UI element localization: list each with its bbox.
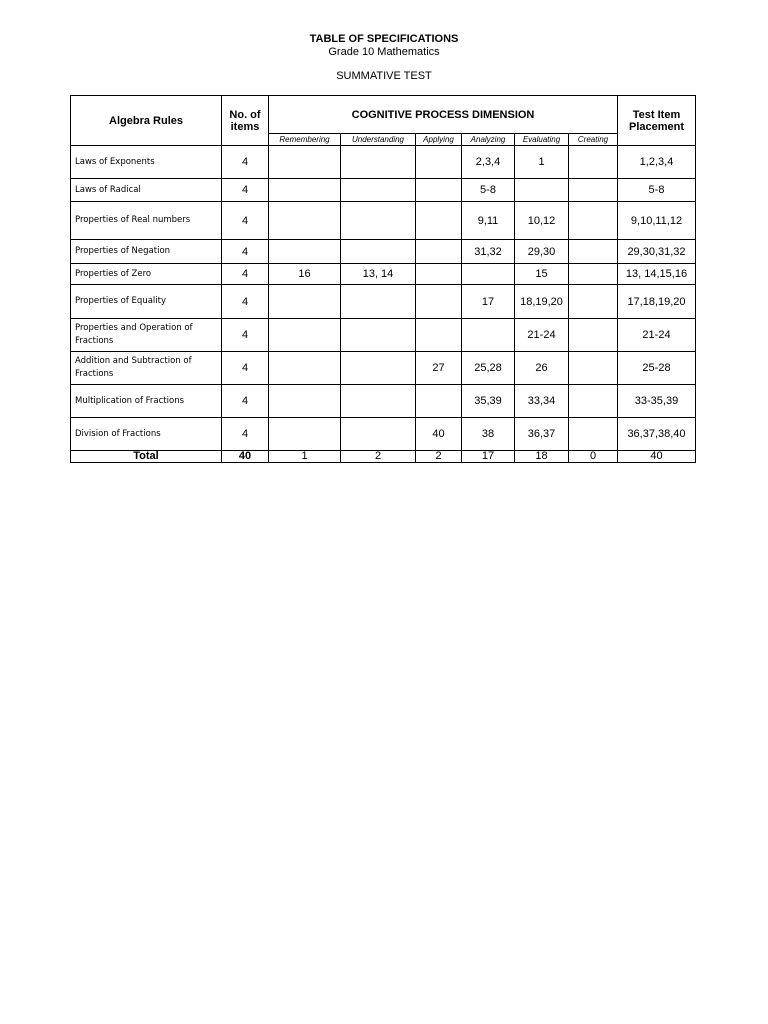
placement-cell: 36,37,38,40	[618, 418, 696, 451]
specifications-table	[70, 95, 696, 463]
table-row	[71, 179, 696, 202]
header-evaluating: Evaluating	[515, 134, 569, 146]
applying-cell	[416, 179, 462, 202]
table-row	[71, 418, 696, 451]
test-type: SUMMATIVE TEST	[336, 70, 432, 82]
items-cell: 4	[222, 179, 269, 202]
understanding-cell	[341, 385, 416, 418]
creating-cell	[569, 202, 618, 240]
evaluating-cell: 10,12	[515, 202, 569, 240]
understanding-cell	[341, 146, 416, 179]
creating-cell	[569, 264, 618, 285]
rule-cell: Division of Fractions	[71, 418, 222, 451]
remembering-cell	[269, 240, 341, 264]
items-cell: 4	[222, 240, 269, 264]
total-items: 40	[222, 451, 269, 463]
rule-cell: Properties of Equality	[71, 285, 222, 319]
evaluating-cell: 15	[515, 264, 569, 285]
placement-cell: 1,2,3,4	[618, 146, 696, 179]
evaluating-cell: 29,30	[515, 240, 569, 264]
total-creating: 0	[569, 451, 618, 463]
total-remembering: 1	[269, 451, 341, 463]
total-placement: 40	[618, 451, 696, 463]
applying-cell	[416, 240, 462, 264]
remembering-cell	[269, 179, 341, 202]
creating-cell	[569, 352, 618, 385]
table-row	[71, 319, 696, 352]
applying-cell: 27	[416, 352, 462, 385]
understanding-cell	[341, 418, 416, 451]
analyzing-cell: 25,28	[462, 352, 515, 385]
creating-cell	[569, 418, 618, 451]
evaluating-cell: 21-24	[515, 319, 569, 352]
understanding-cell	[341, 352, 416, 385]
evaluating-cell	[515, 179, 569, 202]
table-row	[71, 146, 696, 179]
applying-cell	[416, 264, 462, 285]
table-row	[71, 285, 696, 319]
applying-cell	[416, 202, 462, 240]
header-no-of-items: No. of items	[222, 96, 269, 146]
creating-cell	[569, 285, 618, 319]
analyzing-cell: 5-8	[462, 179, 515, 202]
evaluating-cell: 18,19,20	[515, 285, 569, 319]
document-title: TABLE OF SPECIFICATIONS	[309, 33, 459, 45]
remembering-cell: 16	[269, 264, 341, 285]
rule-cell: Laws of Exponents	[71, 146, 222, 179]
rule-cell: Properties of Negation	[71, 240, 222, 264]
applying-cell	[416, 385, 462, 418]
rule-cell: Properties of Zero	[71, 264, 222, 285]
table-row	[71, 240, 696, 264]
items-cell: 4	[222, 285, 269, 319]
total-understanding: 2	[341, 451, 416, 463]
understanding-cell	[341, 285, 416, 319]
understanding-cell	[341, 202, 416, 240]
items-cell: 4	[222, 264, 269, 285]
analyzing-cell: 17	[462, 285, 515, 319]
items-cell: 4	[222, 385, 269, 418]
placement-cell: 13, 14,15,16	[618, 264, 696, 285]
evaluating-cell: 33,34	[515, 385, 569, 418]
creating-cell	[569, 385, 618, 418]
table-row	[71, 202, 696, 240]
creating-cell	[569, 179, 618, 202]
items-cell: 4	[222, 319, 269, 352]
header-analyzing: Analyzing	[462, 134, 515, 146]
header-test-item-placement: Test Item Placement	[618, 96, 696, 146]
header-cognitive-process-dimension: COGNITIVE PROCESS DIMENSION	[269, 96, 618, 134]
placement-cell: 29,30,31,32	[618, 240, 696, 264]
items-cell: 4	[222, 146, 269, 179]
placement-cell: 25-28	[618, 352, 696, 385]
analyzing-cell: 2,3,4	[462, 146, 515, 179]
rule-cell: Properties of Real numbers	[71, 202, 222, 240]
analyzing-cell: 31,32	[462, 240, 515, 264]
header-algebra-rules: Algebra Rules	[71, 96, 222, 146]
applying-cell	[416, 285, 462, 319]
analyzing-cell: 9,11	[462, 202, 515, 240]
evaluating-cell: 26	[515, 352, 569, 385]
applying-cell	[416, 146, 462, 179]
items-cell: 4	[222, 418, 269, 451]
placement-cell: 33-35,39	[618, 385, 696, 418]
creating-cell	[569, 146, 618, 179]
understanding-cell: 13, 14	[341, 264, 416, 285]
rule-cell: Addition and Subtraction of Fractions	[71, 352, 222, 385]
header-remembering: Remembering	[269, 134, 341, 146]
understanding-cell	[341, 240, 416, 264]
placement-cell: 21-24	[618, 319, 696, 352]
evaluating-cell: 1	[515, 146, 569, 179]
creating-cell	[569, 319, 618, 352]
table-row	[71, 352, 696, 385]
remembering-cell	[269, 385, 341, 418]
remembering-cell	[269, 285, 341, 319]
analyzing-cell	[462, 319, 515, 352]
header-understanding: Understanding	[341, 134, 416, 146]
total-row	[71, 451, 696, 463]
placement-cell: 9,10,11,12	[618, 202, 696, 240]
total-evaluating: 18	[515, 451, 569, 463]
remembering-cell	[269, 418, 341, 451]
understanding-cell	[341, 179, 416, 202]
evaluating-cell: 36,37	[515, 418, 569, 451]
remembering-cell	[269, 352, 341, 385]
table-row	[71, 385, 696, 418]
placement-cell: 5-8	[618, 179, 696, 202]
analyzing-cell: 38	[462, 418, 515, 451]
applying-cell	[416, 319, 462, 352]
remembering-cell	[269, 319, 341, 352]
applying-cell: 40	[416, 418, 462, 451]
rule-cell: Properties and Operation of Fractions	[71, 319, 222, 352]
document-subtitle: Grade 10 Mathematics	[328, 46, 440, 58]
table-row	[71, 264, 696, 285]
creating-cell	[569, 240, 618, 264]
rule-cell: Multiplication of Fractions	[71, 385, 222, 418]
remembering-cell	[269, 202, 341, 240]
analyzing-cell	[462, 264, 515, 285]
header-applying: Applying	[416, 134, 462, 146]
rule-cell: Laws of Radical	[71, 179, 222, 202]
total-applying: 2	[416, 451, 462, 463]
header-creating: Creating	[569, 134, 618, 146]
understanding-cell	[341, 319, 416, 352]
analyzing-cell: 35,39	[462, 385, 515, 418]
total-analyzing: 17	[462, 451, 515, 463]
remembering-cell	[269, 146, 341, 179]
items-cell: 4	[222, 202, 269, 240]
items-cell: 4	[222, 352, 269, 385]
placement-cell: 17,18,19,20	[618, 285, 696, 319]
total-label: Total	[71, 451, 222, 463]
